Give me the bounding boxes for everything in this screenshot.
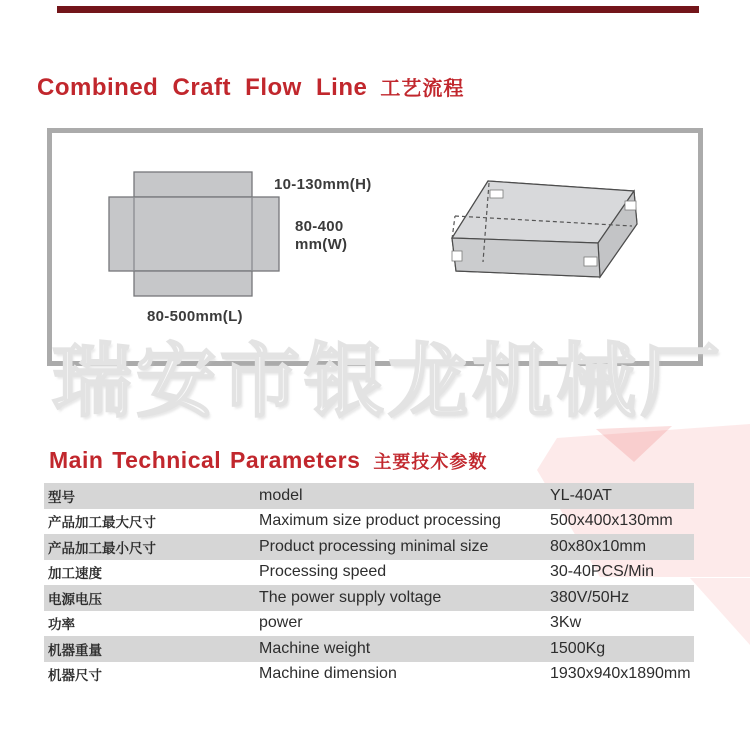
label-width-range-line2: mm(W) bbox=[295, 236, 348, 253]
params-heading-chinese: 主要技术参数 bbox=[373, 452, 488, 472]
param-name-en: model bbox=[259, 486, 303, 504]
param-value: 1500Kg bbox=[550, 639, 606, 657]
flow-heading-english: Combined Craft Flow Line bbox=[37, 74, 368, 101]
flow-heading-chinese: 工艺流程 bbox=[380, 78, 465, 100]
param-name-cn: 机器重量 bbox=[48, 642, 102, 658]
params-section-heading bbox=[49, 447, 487, 474]
factory-watermark: 瑞安市银龙机械厂 bbox=[52, 337, 724, 426]
param-name-cn: 型号 bbox=[48, 489, 75, 505]
param-name-en: Maximum size product processing bbox=[259, 512, 501, 530]
param-name-en: Machine dimension bbox=[259, 665, 397, 683]
param-value: YL-40AT bbox=[550, 486, 612, 504]
table-row bbox=[44, 662, 694, 688]
table-row bbox=[44, 483, 694, 509]
label-width-range-line1: 80-400 bbox=[295, 218, 344, 235]
table-row bbox=[44, 585, 694, 611]
table-row bbox=[44, 636, 694, 662]
param-value: 1930x940x1890mm bbox=[550, 665, 691, 683]
table-row bbox=[44, 560, 694, 586]
table-row bbox=[44, 509, 694, 535]
param-name-en: Processing speed bbox=[259, 563, 387, 581]
param-value: 80x80x10mm bbox=[550, 537, 647, 555]
param-name-en: The power supply voltage bbox=[259, 588, 442, 606]
param-name-en: Product processing minimal size bbox=[259, 537, 489, 555]
param-value: 500x400x130mm bbox=[550, 512, 673, 530]
param-name-cn: 机器尺寸 bbox=[48, 668, 102, 684]
param-name-cn: 加工速度 bbox=[48, 566, 102, 582]
flow-section-heading bbox=[37, 72, 464, 102]
label-length-range: 80-500mm(L) bbox=[147, 308, 243, 325]
table-row bbox=[44, 611, 694, 637]
pink-shape-notch bbox=[596, 426, 672, 462]
param-name-cn: 功率 bbox=[48, 617, 75, 633]
param-value: 3Kw bbox=[550, 614, 582, 632]
params-heading-english: Main Technical Parameters bbox=[49, 447, 361, 473]
parameters-table bbox=[44, 483, 710, 687]
param-name-cn: 电源电压 bbox=[48, 591, 102, 607]
top-divider-bar bbox=[57, 6, 699, 13]
table-row bbox=[44, 534, 694, 560]
flow-diagram-frame bbox=[47, 128, 703, 366]
param-value: 380V/50Hz bbox=[550, 588, 630, 606]
param-name-cn: 产品加工最小尺寸 bbox=[48, 540, 156, 556]
param-name-en: power bbox=[259, 614, 303, 632]
param-name-en: Machine weight bbox=[259, 639, 371, 657]
param-name-cn: 产品加工最大尺寸 bbox=[48, 515, 156, 531]
label-height-range: 10-130mm(H) bbox=[274, 176, 372, 193]
param-value: 30-40PCS/Min bbox=[550, 563, 655, 581]
